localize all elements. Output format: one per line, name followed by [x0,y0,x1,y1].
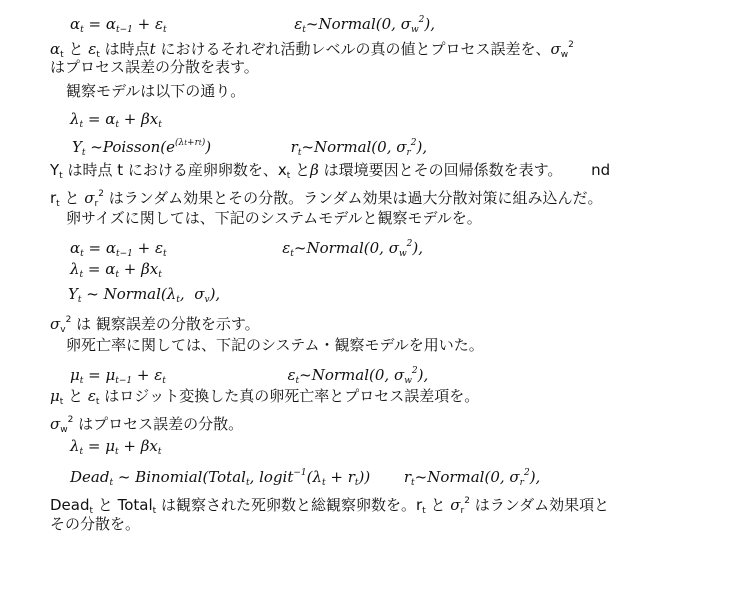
paragraph-yt-definition: $Y_t$ は時点 t における産卵卵数を、$x_t$ とβ は環境要因とその回帰係数を表す。 nd [50,161,611,181]
paragraph-rt-definition: $r_t$ と $\sigma_r^2$ はランダム効果とその分散。ランダム効果は過大分散対策に組み込んだ。 [50,189,603,209]
equation-poisson: $Y_t$ $\sim Poisson(e^{(\lambda t+rt)})$ $r_t\sim Normal(0$, $\sigma_r^2$), [72,138,428,158]
equation-lambda-2: $\lambda_t = \alpha_t + \beta x_t$ [70,260,162,280]
equation-binomial: Dead$_t$ ~ Binomial(Total$_t$, $logit^{-1}(\lambda_t + r_t)$) $r_t\sim Normal(0$, $\sigma_r^2$), [70,468,541,488]
paragraph-sigma-w-definition: $\sigma_w^2$ はプロセス誤差の分散。 [50,415,244,435]
paragraph-sigma-v-definition: $\sigma_v^2$ は 観察誤差の分散を示す。 [50,315,260,335]
equation-lambda-1: $\lambda_t = \alpha_t + \beta x_t$ [70,110,162,130]
paragraph-mu-epsilon-definition: $\mu_t$ と $\varepsilon_t$ はロジット変換した真の卵死亡率とプロセス誤差項を。 [50,387,480,407]
equation-system-mu: $\mu_t = \mu_{t-1} + \varepsilon_t$ $\varepsilon_t\sim Normal(0$, $\sigma_w^2$), [70,366,429,386]
paragraph-dead-total-definition: Dead$_t$ と Total$_t$ は観察された死卵数と総観察卵数を。$r_t$ と $\sigma_r^2$ はランダム効果項と [50,496,610,516]
heading-egg-mortality: 卵死亡率に関しては、下記のシステム・観察モデルを用いた。 [66,336,484,354]
heading-egg-size: 卵サイズに関しては、下記のシステムモデルと観察モデルを。 [66,209,482,227]
equation-system-alpha-2: $\alpha_t = \alpha_{t-1} + \varepsilon_t$ $\varepsilon_t\sim Normal(0$, $\sigma_w^2$), [70,239,424,259]
equation-normal-yt: $Y_t$ ~ $Normal(\lambda_t$, $\sigma_v$), [68,285,221,305]
equation-system-alpha-1: $\alpha_t = \alpha_{t-1} + \varepsilon_t$ $\varepsilon_t\sim Normal(0$, $\sigma_w^2$), [70,15,436,35]
heading-observation-model: 観察モデルは以下の通り。 [66,82,246,100]
paragraph-dead-total-definition-cont: その分散を。 [50,515,141,533]
paragraph-alpha-epsilon-definition: $\alpha_t$ と $\varepsilon_t$ は時点t におけるそれぞれ活動レベルの真の値とプロセス誤差を、$\sigma_w^2$ [50,40,574,60]
paragraph-alpha-epsilon-definition-cont: はプロセス誤差の分散を表す。 [50,58,259,76]
equation-lambda-3: $\lambda_t = \mu_t + \beta x_t$ [70,437,162,457]
